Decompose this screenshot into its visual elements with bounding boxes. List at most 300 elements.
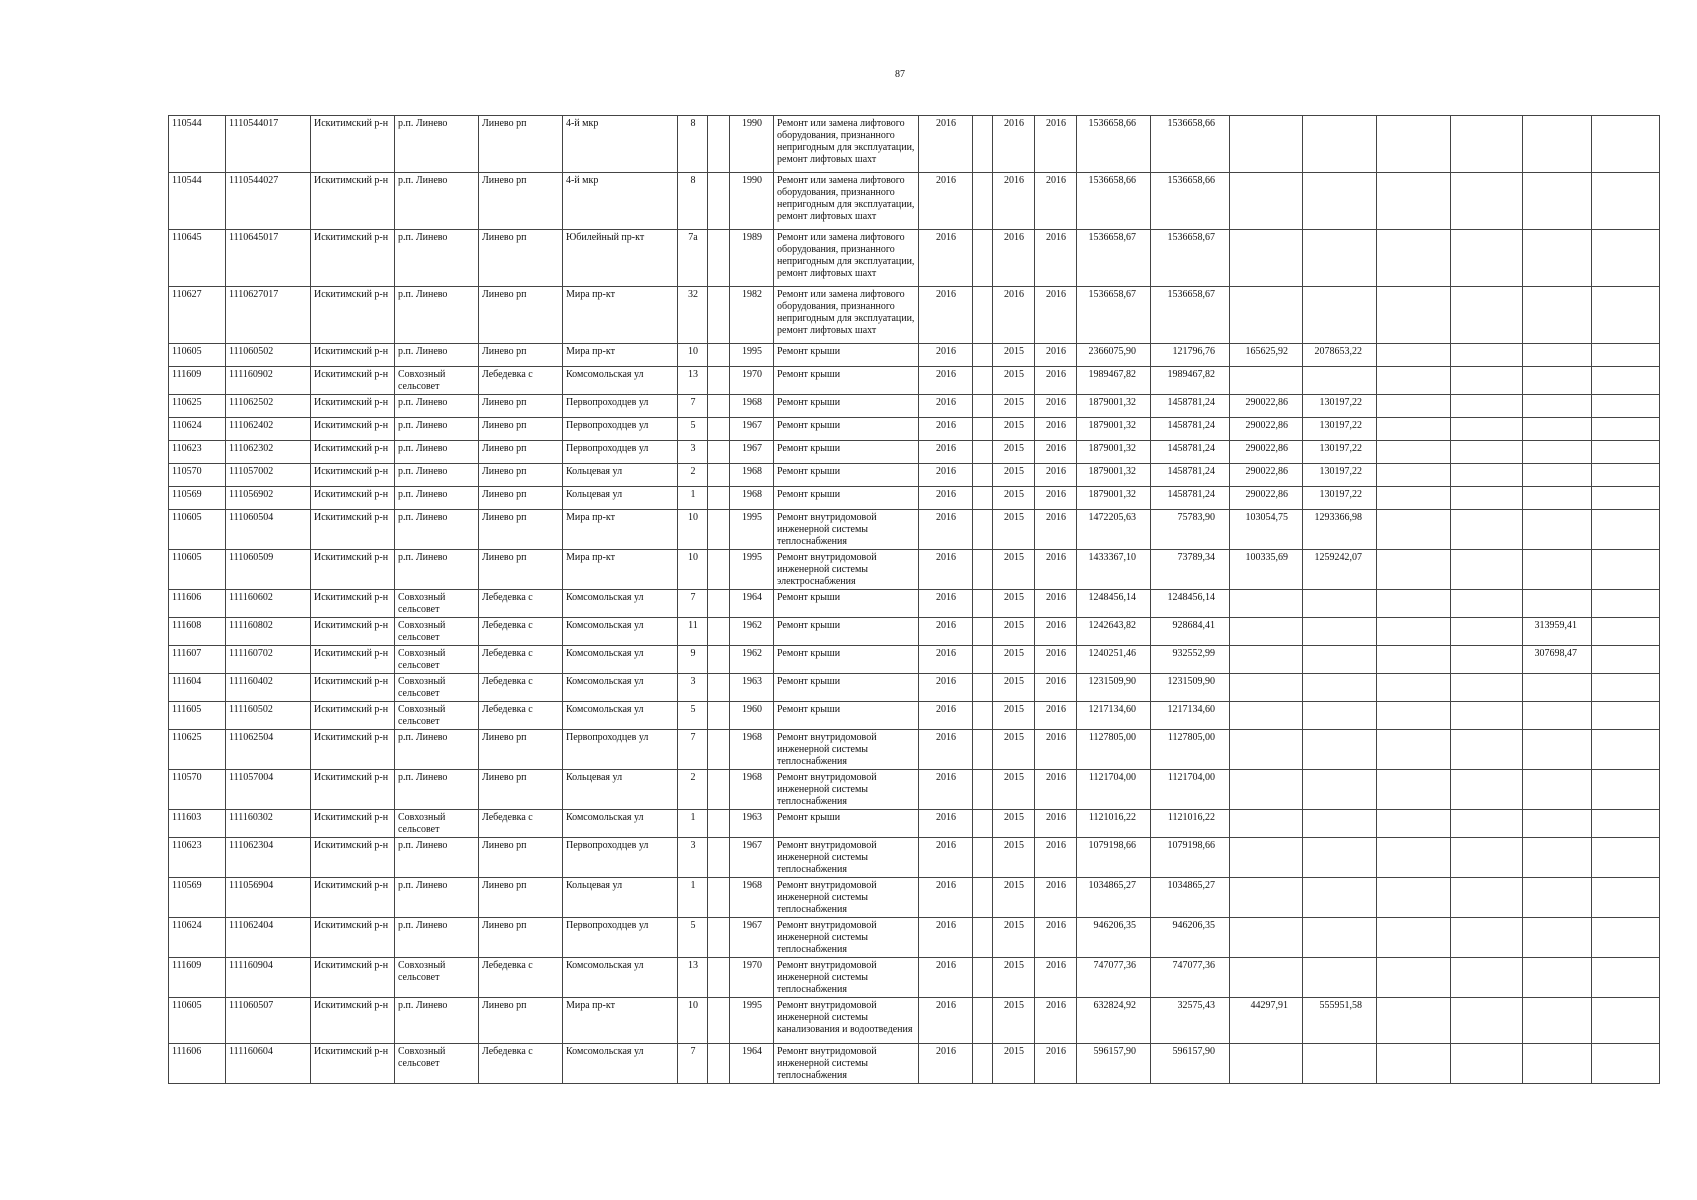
co-financing-4-cell (1451, 770, 1523, 810)
start-year-cell: 2015 (993, 1044, 1035, 1084)
end-year-cell: 2016 (1035, 618, 1077, 646)
building-number-cell (708, 550, 730, 590)
work-code-cell: 111062304 (226, 838, 311, 878)
end-year-cell: 2016 (1035, 770, 1077, 810)
house-number-cell: 5 (678, 918, 708, 958)
work-code-cell: 111056904 (226, 878, 311, 918)
repair-register-table (168, 115, 1660, 1084)
end-year-cell: 2016 (1035, 730, 1077, 770)
house-number-cell: 2 (678, 464, 708, 487)
co-financing-1-cell: 290022,86 (1230, 464, 1303, 487)
street-cell: Кольцевая ул (563, 487, 678, 510)
work-code-cell: 111057002 (226, 464, 311, 487)
settlement-cell: Линево рп (479, 173, 563, 230)
municipality-cell: р.п. Линево (395, 550, 479, 590)
start-year-cell: 2015 (993, 810, 1035, 838)
fund-amount-cell: 932552,99 (1151, 646, 1230, 674)
total-cost-cell: 1536658,67 (1077, 230, 1151, 287)
settlement-cell: Лебедевка с (479, 674, 563, 702)
table-row (169, 367, 1660, 395)
end-year-cell: 2016 (1035, 510, 1077, 550)
district-cell: Искитимский р-н (311, 441, 395, 464)
total-cost-cell: 1433367,10 (1077, 550, 1151, 590)
year-built-cell: 1990 (730, 116, 774, 173)
street-cell: Комсомольская ул (563, 674, 678, 702)
year-built-cell: 1968 (730, 395, 774, 418)
municipality-cell: р.п. Линево (395, 487, 479, 510)
settlement-cell: Лебедевка с (479, 618, 563, 646)
extra-mark-cell (973, 958, 993, 998)
table-row (169, 550, 1660, 590)
fund-amount-cell: 1231509,90 (1151, 674, 1230, 702)
co-financing-3-cell (1377, 510, 1451, 550)
start-year-cell: 2015 (993, 674, 1035, 702)
other-amount-cell (1592, 441, 1660, 464)
owners-amount-cell: 313959,41 (1523, 618, 1592, 646)
house-number-cell: 1 (678, 810, 708, 838)
object-id-cell: 110569 (169, 878, 226, 918)
district-cell: Искитимский р-н (311, 646, 395, 674)
total-cost-cell: 946206,35 (1077, 918, 1151, 958)
object-id-cell: 111606 (169, 1044, 226, 1084)
fund-amount-cell: 946206,35 (1151, 918, 1230, 958)
owners-amount-cell (1523, 510, 1592, 550)
co-financing-4-cell (1451, 395, 1523, 418)
co-financing-2-cell (1303, 646, 1377, 674)
year-built-cell: 1968 (730, 878, 774, 918)
settlement-cell: Линево рп (479, 418, 563, 441)
co-financing-2-cell (1303, 770, 1377, 810)
extra-mark-cell (973, 702, 993, 730)
co-financing-4-cell (1451, 367, 1523, 395)
end-year-cell: 2016 (1035, 173, 1077, 230)
street-cell: Комсомольская ул (563, 810, 678, 838)
work-type-cell: Ремонт внутридомовой инженерной системы теплоснабжения (774, 510, 919, 550)
end-year-cell: 2016 (1035, 418, 1077, 441)
owners-amount-cell: 307698,47 (1523, 646, 1592, 674)
co-financing-2-cell (1303, 230, 1377, 287)
co-financing-2-cell: 2078653,22 (1303, 344, 1377, 367)
other-amount-cell (1592, 550, 1660, 590)
year-built-cell: 1982 (730, 287, 774, 344)
co-financing-1-cell: 290022,86 (1230, 441, 1303, 464)
municipality-cell: р.п. Линево (395, 395, 479, 418)
extra-mark-cell (973, 1044, 993, 1084)
extra-mark-cell (973, 441, 993, 464)
co-financing-3-cell (1377, 770, 1451, 810)
co-financing-4-cell (1451, 173, 1523, 230)
owners-amount-cell (1523, 810, 1592, 838)
building-number-cell (708, 344, 730, 367)
fund-amount-cell: 1034865,27 (1151, 878, 1230, 918)
table-row (169, 344, 1660, 367)
start-year-cell: 2015 (993, 441, 1035, 464)
start-year-cell: 2016 (993, 173, 1035, 230)
fund-amount-cell: 1121016,22 (1151, 810, 1230, 838)
municipality-cell: р.п. Линево (395, 287, 479, 344)
extra-mark-cell (973, 590, 993, 618)
district-cell: Искитимский р-н (311, 838, 395, 878)
settlement-cell: Линево рп (479, 287, 563, 344)
building-number-cell (708, 464, 730, 487)
end-year-cell: 2016 (1035, 344, 1077, 367)
year-built-cell: 1968 (730, 770, 774, 810)
house-number-cell: 32 (678, 287, 708, 344)
fund-amount-cell: 747077,36 (1151, 958, 1230, 998)
owners-amount-cell (1523, 344, 1592, 367)
work-code-cell: 111060509 (226, 550, 311, 590)
owners-amount-cell (1523, 1044, 1592, 1084)
street-cell: Мира пр-кт (563, 287, 678, 344)
house-number-cell: 1 (678, 487, 708, 510)
start-year-cell: 2015 (993, 998, 1035, 1044)
end-year-cell: 2016 (1035, 646, 1077, 674)
co-financing-2-cell (1303, 810, 1377, 838)
extra-mark-cell (973, 998, 993, 1044)
municipality-cell: Совхозный сельсовет (395, 646, 479, 674)
work-type-cell: Ремонт крыши (774, 618, 919, 646)
co-financing-2-cell (1303, 730, 1377, 770)
co-financing-3-cell (1377, 702, 1451, 730)
object-id-cell: 110570 (169, 770, 226, 810)
owners-amount-cell (1523, 367, 1592, 395)
year-built-cell: 1990 (730, 173, 774, 230)
work-code-cell: 111160402 (226, 674, 311, 702)
street-cell: Первопроходцев ул (563, 395, 678, 418)
co-financing-3-cell (1377, 998, 1451, 1044)
work-code-cell: 111060507 (226, 998, 311, 1044)
work-type-cell: Ремонт крыши (774, 487, 919, 510)
settlement-cell: Линево рп (479, 395, 563, 418)
building-number-cell (708, 702, 730, 730)
co-financing-2-cell (1303, 958, 1377, 998)
co-financing-1-cell (1230, 702, 1303, 730)
settlement-cell: Линево рп (479, 344, 563, 367)
fund-amount-cell: 1536658,67 (1151, 230, 1230, 287)
co-financing-2-cell: 1293366,98 (1303, 510, 1377, 550)
co-financing-3-cell (1377, 367, 1451, 395)
plan-year-cell: 2016 (919, 878, 973, 918)
object-id-cell: 110623 (169, 441, 226, 464)
plan-year-cell: 2016 (919, 838, 973, 878)
year-built-cell: 1995 (730, 550, 774, 590)
work-code-cell: 111160604 (226, 1044, 311, 1084)
end-year-cell: 2016 (1035, 287, 1077, 344)
start-year-cell: 2015 (993, 918, 1035, 958)
district-cell: Искитимский р-н (311, 618, 395, 646)
object-id-cell: 111609 (169, 958, 226, 998)
house-number-cell: 8 (678, 173, 708, 230)
year-built-cell: 1963 (730, 674, 774, 702)
fund-amount-cell: 928684,41 (1151, 618, 1230, 646)
fund-amount-cell: 73789,34 (1151, 550, 1230, 590)
plan-year-cell: 2016 (919, 674, 973, 702)
table-row (169, 464, 1660, 487)
plan-year-cell: 2016 (919, 958, 973, 998)
plan-year-cell: 2016 (919, 618, 973, 646)
plan-year-cell: 2016 (919, 770, 973, 810)
house-number-cell: 7 (678, 730, 708, 770)
municipality-cell: р.п. Линево (395, 116, 479, 173)
table-row (169, 674, 1660, 702)
co-financing-3-cell (1377, 878, 1451, 918)
work-code-cell: 111062402 (226, 418, 311, 441)
municipality-cell: р.п. Линево (395, 441, 479, 464)
year-built-cell: 1995 (730, 510, 774, 550)
work-code-cell: 111160302 (226, 810, 311, 838)
table-row (169, 116, 1660, 173)
co-financing-2-cell (1303, 1044, 1377, 1084)
co-financing-3-cell (1377, 810, 1451, 838)
owners-amount-cell (1523, 770, 1592, 810)
object-id-cell: 110624 (169, 418, 226, 441)
owners-amount-cell (1523, 441, 1592, 464)
co-financing-4-cell (1451, 418, 1523, 441)
co-financing-2-cell (1303, 287, 1377, 344)
owners-amount-cell (1523, 395, 1592, 418)
municipality-cell: р.п. Линево (395, 510, 479, 550)
end-year-cell: 2016 (1035, 230, 1077, 287)
co-financing-2-cell (1303, 838, 1377, 878)
co-financing-2-cell (1303, 173, 1377, 230)
end-year-cell: 2016 (1035, 918, 1077, 958)
table-row (169, 702, 1660, 730)
district-cell: Искитимский р-н (311, 702, 395, 730)
settlement-cell: Лебедевка с (479, 590, 563, 618)
fund-amount-cell: 1458781,24 (1151, 441, 1230, 464)
co-financing-4-cell (1451, 702, 1523, 730)
other-amount-cell (1592, 618, 1660, 646)
work-code-cell: 111160502 (226, 702, 311, 730)
end-year-cell: 2016 (1035, 702, 1077, 730)
co-financing-2-cell: 130197,22 (1303, 395, 1377, 418)
building-number-cell (708, 116, 730, 173)
work-type-cell: Ремонт внутридомовой инженерной системы теплоснабжения (774, 730, 919, 770)
owners-amount-cell (1523, 878, 1592, 918)
object-id-cell: 111609 (169, 367, 226, 395)
object-id-cell: 110570 (169, 464, 226, 487)
year-built-cell: 1963 (730, 810, 774, 838)
extra-mark-cell (973, 878, 993, 918)
table-row (169, 958, 1660, 998)
work-code-cell: 111160902 (226, 367, 311, 395)
object-id-cell: 110625 (169, 395, 226, 418)
plan-year-cell: 2016 (919, 441, 973, 464)
work-type-cell: Ремонт крыши (774, 674, 919, 702)
other-amount-cell (1592, 230, 1660, 287)
owners-amount-cell (1523, 464, 1592, 487)
extra-mark-cell (973, 918, 993, 958)
end-year-cell: 2016 (1035, 464, 1077, 487)
owners-amount-cell (1523, 418, 1592, 441)
object-id-cell: 110605 (169, 998, 226, 1044)
co-financing-3-cell (1377, 646, 1451, 674)
owners-amount-cell (1523, 958, 1592, 998)
other-amount-cell (1592, 1044, 1660, 1084)
total-cost-cell: 1217134,60 (1077, 702, 1151, 730)
co-financing-1-cell (1230, 287, 1303, 344)
work-type-cell: Ремонт крыши (774, 464, 919, 487)
co-financing-1-cell (1230, 230, 1303, 287)
co-financing-3-cell (1377, 395, 1451, 418)
fund-amount-cell: 1121704,00 (1151, 770, 1230, 810)
co-financing-1-cell (1230, 878, 1303, 918)
work-type-cell: Ремонт или замена лифтового оборудования, признанного непригодным для эксплуатации, ремонт лифтовых шахт (774, 116, 919, 173)
settlement-cell: Линево рп (479, 441, 563, 464)
work-type-cell: Ремонт или замена лифтового оборудования, признанного непригодным для эксплуатации, ремонт лифтовых шахт (774, 287, 919, 344)
building-number-cell (708, 646, 730, 674)
co-financing-3-cell (1377, 173, 1451, 230)
start-year-cell: 2015 (993, 618, 1035, 646)
street-cell: Комсомольская ул (563, 618, 678, 646)
object-id-cell: 110605 (169, 510, 226, 550)
co-financing-4-cell (1451, 810, 1523, 838)
settlement-cell: Линево рп (479, 487, 563, 510)
work-code-cell: 111062404 (226, 918, 311, 958)
co-financing-3-cell (1377, 116, 1451, 173)
year-built-cell: 1967 (730, 838, 774, 878)
building-number-cell (708, 838, 730, 878)
settlement-cell: Линево рп (479, 878, 563, 918)
owners-amount-cell (1523, 487, 1592, 510)
municipality-cell: р.п. Линево (395, 838, 479, 878)
other-amount-cell (1592, 646, 1660, 674)
co-financing-4-cell (1451, 918, 1523, 958)
total-cost-cell: 1879001,32 (1077, 395, 1151, 418)
co-financing-1-cell (1230, 1044, 1303, 1084)
district-cell: Искитимский р-н (311, 958, 395, 998)
work-code-cell: 111057004 (226, 770, 311, 810)
other-amount-cell (1592, 838, 1660, 878)
table-row (169, 418, 1660, 441)
table-row (169, 618, 1660, 646)
building-number-cell (708, 810, 730, 838)
district-cell: Искитимский р-н (311, 418, 395, 441)
municipality-cell: р.п. Линево (395, 918, 479, 958)
extra-mark-cell (973, 173, 993, 230)
co-financing-4-cell (1451, 730, 1523, 770)
start-year-cell: 2016 (993, 116, 1035, 173)
object-id-cell: 110625 (169, 730, 226, 770)
building-number-cell (708, 1044, 730, 1084)
total-cost-cell: 2366075,90 (1077, 344, 1151, 367)
owners-amount-cell (1523, 702, 1592, 730)
object-id-cell: 111605 (169, 702, 226, 730)
table-row (169, 590, 1660, 618)
total-cost-cell: 1121016,22 (1077, 810, 1151, 838)
work-type-cell: Ремонт крыши (774, 702, 919, 730)
co-financing-4-cell (1451, 958, 1523, 998)
year-built-cell: 1970 (730, 958, 774, 998)
house-number-cell: 10 (678, 998, 708, 1044)
start-year-cell: 2015 (993, 770, 1035, 810)
plan-year-cell: 2016 (919, 344, 973, 367)
co-financing-4-cell (1451, 287, 1523, 344)
co-financing-2-cell (1303, 116, 1377, 173)
district-cell: Искитимский р-н (311, 367, 395, 395)
year-built-cell: 1967 (730, 418, 774, 441)
street-cell: Первопроходцев ул (563, 441, 678, 464)
co-financing-1-cell (1230, 618, 1303, 646)
building-number-cell (708, 618, 730, 646)
district-cell: Искитимский р-н (311, 464, 395, 487)
co-financing-2-cell: 1259242,07 (1303, 550, 1377, 590)
settlement-cell: Линево рп (479, 510, 563, 550)
work-type-cell: Ремонт или замена лифтового оборудования, признанного непригодным для эксплуатации, ремонт лифтовых шахт (774, 230, 919, 287)
owners-amount-cell (1523, 287, 1592, 344)
district-cell: Искитимский р-н (311, 998, 395, 1044)
street-cell: Мира пр-кт (563, 550, 678, 590)
register-body (169, 116, 1660, 1084)
fund-amount-cell: 1536658,66 (1151, 116, 1230, 173)
co-financing-1-cell (1230, 590, 1303, 618)
owners-amount-cell (1523, 590, 1592, 618)
table-row (169, 510, 1660, 550)
district-cell: Искитимский р-н (311, 1044, 395, 1084)
building-number-cell (708, 173, 730, 230)
work-type-cell: Ремонт внутридомовой инженерной системы теплоснабжения (774, 838, 919, 878)
building-number-cell (708, 441, 730, 464)
work-type-cell: Ремонт внутридомовой инженерной системы теплоснабжения (774, 918, 919, 958)
co-financing-4-cell (1451, 550, 1523, 590)
table-row (169, 441, 1660, 464)
building-number-cell (708, 770, 730, 810)
other-amount-cell (1592, 674, 1660, 702)
object-id-cell: 110645 (169, 230, 226, 287)
fund-amount-cell: 1458781,24 (1151, 418, 1230, 441)
co-financing-2-cell: 130197,22 (1303, 418, 1377, 441)
work-code-cell: 111062504 (226, 730, 311, 770)
house-number-cell: 11 (678, 618, 708, 646)
municipality-cell: Совхозный сельсовет (395, 958, 479, 998)
plan-year-cell: 2016 (919, 702, 973, 730)
start-year-cell: 2015 (993, 958, 1035, 998)
co-financing-3-cell (1377, 590, 1451, 618)
municipality-cell: р.п. Линево (395, 878, 479, 918)
plan-year-cell: 2016 (919, 395, 973, 418)
street-cell: Первопроходцев ул (563, 730, 678, 770)
street-cell: Мира пр-кт (563, 998, 678, 1044)
municipality-cell: р.п. Линево (395, 418, 479, 441)
total-cost-cell: 1079198,66 (1077, 838, 1151, 878)
co-financing-2-cell: 130197,22 (1303, 487, 1377, 510)
co-financing-4-cell (1451, 998, 1523, 1044)
co-financing-4-cell (1451, 510, 1523, 550)
settlement-cell: Лебедевка с (479, 367, 563, 395)
owners-amount-cell (1523, 838, 1592, 878)
work-type-cell: Ремонт крыши (774, 418, 919, 441)
work-code-cell: 111060504 (226, 510, 311, 550)
co-financing-4-cell (1451, 618, 1523, 646)
municipality-cell: Совхозный сельсовет (395, 618, 479, 646)
year-built-cell: 1968 (730, 730, 774, 770)
fund-amount-cell: 1458781,24 (1151, 487, 1230, 510)
total-cost-cell: 1034865,27 (1077, 878, 1151, 918)
extra-mark-cell (973, 344, 993, 367)
street-cell: Первопроходцев ул (563, 918, 678, 958)
street-cell: 4-й мкр (563, 173, 678, 230)
year-built-cell: 1995 (730, 344, 774, 367)
settlement-cell: Линево рп (479, 116, 563, 173)
table-row (169, 770, 1660, 810)
start-year-cell: 2015 (993, 730, 1035, 770)
plan-year-cell: 2016 (919, 730, 973, 770)
plan-year-cell: 2016 (919, 918, 973, 958)
extra-mark-cell (973, 510, 993, 550)
end-year-cell: 2016 (1035, 878, 1077, 918)
house-number-cell: 10 (678, 510, 708, 550)
co-financing-1-cell (1230, 674, 1303, 702)
